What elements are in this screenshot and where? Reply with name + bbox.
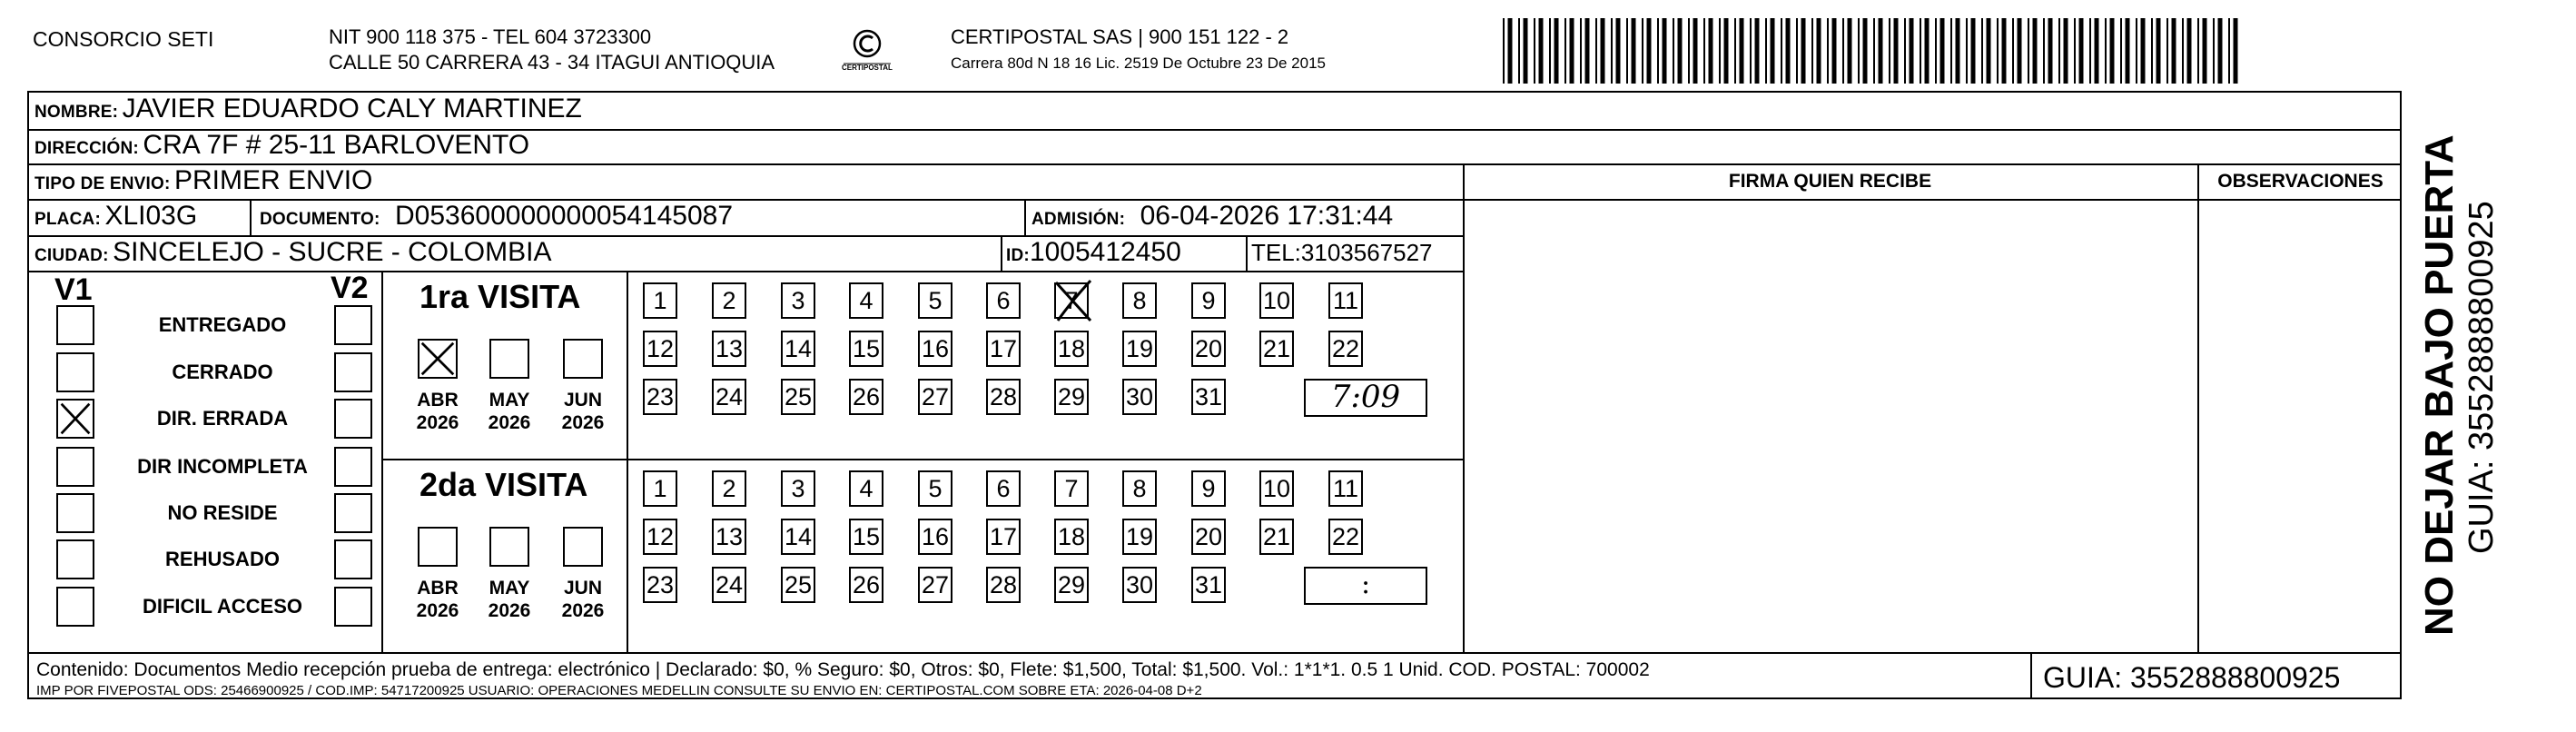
barcode-bar: [1935, 18, 1937, 84]
barcode: [1503, 18, 2238, 84]
barcode-bar: [1910, 18, 1914, 84]
day-box[interactable]: 1: [643, 470, 677, 507]
barcode-bar: [1673, 18, 1674, 84]
tipo-label: TIPO DE ENVIO:: [35, 174, 171, 193]
barcode-bar: [1503, 18, 1505, 84]
barcode-bar: [1518, 18, 1520, 84]
barcode-bar: [2218, 18, 2223, 84]
footer-content-line: Contenido: Documentos Medio recepción prueba de entrega: electrónico | Declarado: $0, % Seguro: $0, Otros: $0, Flete: $1,500, Total: $1,500. Vol.: 1*1*1. 0.5 1 Unid. COD. POSTAL: 700002: [36, 659, 1650, 680]
barcode-bar: [1956, 18, 1960, 84]
status-label: NO RESIDE: [167, 501, 278, 524]
barcode-bar: [1894, 18, 1899, 84]
day-box[interactable]: 20: [1191, 519, 1226, 555]
v2-label: V2: [331, 271, 369, 305]
barcode-bar: [1688, 18, 1690, 84]
barcode-bar: [1940, 18, 1945, 84]
ciudad-row: [35, 237, 552, 268]
documento-label: DOCUMENTO:: [260, 210, 380, 229]
documento-value: D053600000000054145087: [395, 201, 734, 231]
barcode-bar: [1734, 18, 1736, 84]
tipo-value: PRIMER ENVIO: [174, 165, 373, 195]
footer-imp-line: IMP POR FIVEPOSTAL ODS: 25466900925 / COD.IMP: 54717200925 USUARIO: OPERACIONES MEDELLIN CONSULTE SU ENVIO EN: CERTIPOSTAL.COM SOBRE ETA: 2026-04-08 D+2: [36, 683, 1202, 698]
barcode-bar: [1786, 18, 1791, 84]
barcode-bar: [2234, 18, 2238, 84]
barcode-bar: [2182, 18, 2184, 84]
placa-row: [35, 201, 197, 232]
side-guia-text: GUIA: 3552888800925: [2462, 201, 2501, 554]
day-box[interactable]: 31: [1191, 379, 1226, 415]
barcode-bar: [2079, 18, 2084, 84]
barcode-bar: [1508, 18, 1513, 84]
nit-line: NIT 900 118 375 - TEL 604 3723300: [329, 25, 652, 48]
barcode-bar: [1585, 18, 1590, 84]
barcode-bar: [2166, 18, 2168, 84]
month-name: ABR: [417, 578, 459, 598]
direccion-label: DIRECCIÓN:: [35, 139, 139, 158]
barcode-bar: [1796, 18, 1798, 84]
month-label: [406, 389, 469, 434]
day-box[interactable]: 20: [1191, 331, 1226, 367]
barcode-bar: [2033, 18, 2038, 84]
v1-checkbox[interactable]: [56, 399, 94, 439]
v1-checkbox[interactable]: [56, 447, 94, 487]
barcode-bar: [1611, 18, 1613, 84]
barcode-bar: [2110, 18, 2115, 84]
barcode-bar: [1750, 18, 1752, 84]
day-box[interactable]: 29: [1054, 567, 1089, 603]
barcode-bar: [1570, 18, 1574, 84]
barcode-bar: [1997, 18, 1999, 84]
barcode-bar: [1554, 18, 1559, 84]
barcode-bar: [1966, 18, 1968, 84]
time-box[interactable]: 7:09: [1304, 379, 1427, 417]
nombre-row: [35, 94, 582, 124]
month-checkbox[interactable]: [563, 527, 603, 567]
barcode-bar: [1987, 18, 1991, 84]
month-name: MAY: [489, 390, 530, 411]
barcode-bar: [1626, 18, 1628, 84]
barcode-bar: [1703, 18, 1705, 84]
barcode-bar: [1539, 18, 1544, 84]
day-box[interactable]: 2: [712, 470, 746, 507]
day-box[interactable]: 30: [1122, 379, 1157, 415]
day-box[interactable]: 13: [712, 519, 746, 555]
barcode-bar: [1920, 18, 1921, 84]
barcode-bar: [1580, 18, 1582, 84]
company-name: CONSORCIO SETI: [33, 27, 214, 51]
barcode-bar: [2197, 18, 2199, 84]
barcode-bar: [1632, 18, 1636, 84]
day-box[interactable]: 12: [643, 519, 677, 555]
barcode-bar: [1904, 18, 1906, 84]
month-year: 2026: [561, 412, 605, 433]
day-box[interactable]: 16: [918, 519, 952, 555]
month-label: [478, 389, 541, 434]
barcode-bar: [2095, 18, 2099, 84]
barcode-bar: [1781, 18, 1782, 84]
barcode-bar: [1755, 18, 1760, 84]
barcode-bar: [2105, 18, 2107, 84]
barcode-bar: [2141, 18, 2146, 84]
day-box[interactable]: 23: [643, 567, 677, 603]
barcode-bar: [1950, 18, 1952, 84]
day-box[interactable]: 8: [1122, 470, 1157, 507]
barcode-bar: [1765, 18, 1767, 84]
barcode-bar: [1873, 18, 1875, 84]
license-line: Carrera 80d N 18 16 Lic. 2519 De Octubre 23 De 2015: [951, 54, 1326, 72]
barcode-bar: [2064, 18, 2068, 84]
barcode-bar: [1879, 18, 1883, 84]
certipostal-line: CERTIPOSTAL SAS | 900 151 122 - 2: [951, 25, 1289, 48]
day-box[interactable]: 19: [1122, 331, 1157, 367]
v2-checkbox[interactable]: [334, 399, 372, 439]
day-box[interactable]: 14: [781, 519, 815, 555]
month-name: MAY: [489, 578, 530, 598]
barcode-bar: [1642, 18, 1643, 84]
barcode-bar: [1863, 18, 1868, 84]
month-year: 2026: [416, 412, 459, 433]
barcode-bar: [1549, 18, 1551, 84]
barcode-bar: [1595, 18, 1597, 84]
logo-text: CERTIPOSTAL: [842, 64, 893, 72]
day-box[interactable]: 19: [1122, 519, 1157, 555]
id-label: ID:: [1006, 246, 1030, 265]
v1-checkbox[interactable]: [56, 587, 94, 627]
day-box[interactable]: 22: [1328, 331, 1363, 367]
month-year: 2026: [488, 600, 531, 621]
barcode-bar: [1801, 18, 1806, 84]
month-year: 2026: [416, 600, 459, 621]
barcode-bar: [1981, 18, 1983, 84]
day-box[interactable]: 12: [643, 331, 677, 367]
day-box[interactable]: 26: [849, 567, 883, 603]
certipostal-logo: [840, 24, 894, 78]
day-box[interactable]: 31: [1191, 567, 1226, 603]
barcode-bar: [2089, 18, 2091, 84]
v1-checkbox[interactable]: [56, 305, 94, 345]
v1-checkbox[interactable]: [56, 493, 94, 533]
barcode-bar: [2203, 18, 2207, 84]
v1-label: V1: [54, 272, 93, 307]
barcode-bar: [2018, 18, 2022, 84]
barcode-bar: [2172, 18, 2176, 84]
month-name: ABR: [417, 390, 459, 411]
admision-value: 06-04-2026 17:31:44: [1140, 201, 1394, 231]
barcode-bar: [1848, 18, 1852, 84]
direccion-row: [35, 130, 529, 161]
day-box[interactable]: 11: [1328, 282, 1363, 319]
day-box[interactable]: 28: [986, 379, 1021, 415]
barcode-bar: [1832, 18, 1837, 84]
day-box[interactable]: 15: [849, 331, 883, 367]
month-checkbox[interactable]: [489, 527, 529, 567]
barcode-bar: [1842, 18, 1844, 84]
day-box[interactable]: 4: [849, 470, 883, 507]
time-box[interactable]: :: [1304, 567, 1427, 605]
month-name: JUN: [563, 390, 602, 411]
barcode-bar: [1811, 18, 1813, 84]
barcode-bar: [1771, 18, 1775, 84]
day-box[interactable]: 1: [643, 282, 677, 319]
day-box[interactable]: 10: [1259, 282, 1294, 319]
barcode-bar: [1693, 18, 1698, 84]
month-year: 2026: [561, 600, 605, 621]
day-box[interactable]: 2: [712, 282, 746, 319]
barcode-bar: [2028, 18, 2029, 84]
day-box[interactable]: 29: [1054, 379, 1089, 415]
month-checkbox[interactable]: [489, 339, 529, 379]
tel-row: [1251, 239, 1433, 267]
barcode-bar: [1524, 18, 1528, 84]
status-label: DIFICIL ACCESO: [142, 595, 302, 618]
ciudad-value: SINCELEJO - SUCRE - COLOMBIA: [113, 237, 552, 267]
barcode-bar: [1724, 18, 1729, 84]
day-box[interactable]: 27: [918, 567, 952, 603]
barcode-bar: [2228, 18, 2230, 84]
day-box[interactable]: 25: [781, 567, 815, 603]
barcode-bar: [2151, 18, 2153, 84]
day-box[interactable]: 4: [849, 282, 883, 319]
visit-title: 2da VISITA: [419, 466, 588, 503]
barcode-bar: [1534, 18, 1535, 84]
barcode-bar: [2043, 18, 2045, 84]
v2-checkbox[interactable]: [334, 352, 372, 392]
barcode-bar: [1971, 18, 1976, 84]
day-box[interactable]: 5: [918, 282, 952, 319]
day-box[interactable]: 6: [986, 470, 1021, 507]
barcode-bar: [1709, 18, 1713, 84]
barcode-bar: [1647, 18, 1652, 84]
day-box[interactable]: 17: [986, 519, 1021, 555]
day-box[interactable]: 28: [986, 567, 1021, 603]
tipo-row: [35, 165, 372, 196]
admision-row: [1031, 201, 1393, 232]
barcode-bar: [1817, 18, 1821, 84]
day-box[interactable]: 13: [712, 331, 746, 367]
direccion-value: CRA 7F # 25-11 BARLOVENTO: [143, 130, 530, 160]
month-checkbox[interactable]: [418, 527, 458, 567]
status-label: ENTREGADO: [158, 313, 287, 336]
month-name: JUN: [563, 578, 602, 598]
placa-value: XLI03G: [104, 201, 198, 231]
v2-checkbox[interactable]: [334, 493, 372, 533]
visit-title: 1ra VISITA: [419, 278, 581, 315]
day-box[interactable]: 9: [1191, 470, 1226, 507]
barcode-bar: [2058, 18, 2060, 84]
barcode-bar: [1663, 18, 1667, 84]
status-label: REHUSADO: [165, 548, 280, 570]
month-label: [551, 577, 615, 622]
day-box[interactable]: 3: [781, 470, 815, 507]
day-box[interactable]: 3: [781, 282, 815, 319]
v1-checkbox[interactable]: [56, 539, 94, 579]
day-box[interactable]: 8: [1122, 282, 1157, 319]
barcode-bar: [2187, 18, 2192, 84]
day-box[interactable]: 5: [918, 470, 952, 507]
barcode-bar: [1719, 18, 1721, 84]
day-box[interactable]: 24: [712, 567, 746, 603]
admision-label: ADMISIÓN:: [1031, 210, 1126, 229]
month-label: [478, 577, 541, 622]
barcode-bar: [2213, 18, 2215, 84]
id-row: [1006, 237, 1181, 268]
barcode-bar: [1740, 18, 1744, 84]
barcode-bar: [1827, 18, 1829, 84]
day-box[interactable]: 14: [781, 331, 815, 367]
barcode-bar: [1564, 18, 1566, 84]
day-box[interactable]: 30: [1122, 567, 1157, 603]
nombre-label: NOMBRE:: [35, 103, 119, 122]
barcode-bar: [2048, 18, 2053, 84]
barcode-bar: [1601, 18, 1605, 84]
ciudad-label: CIUDAD:: [35, 246, 109, 265]
v2-checkbox[interactable]: [334, 587, 372, 627]
tel-value: 3103567527: [1300, 239, 1433, 266]
barcode-bar: [2136, 18, 2137, 84]
day-box[interactable]: 16: [918, 331, 952, 367]
barcode-bar: [2002, 18, 2007, 84]
day-box[interactable]: 11: [1328, 470, 1363, 507]
address-line: CALLE 50 CARRERA 43 - 34 ITAGUI ANTIOQUIA: [329, 51, 775, 74]
status-label: CERRADO: [172, 361, 273, 383]
day-box[interactable]: 21: [1259, 519, 1294, 555]
day-box[interactable]: 27: [918, 379, 952, 415]
day-box[interactable]: 25: [781, 379, 815, 415]
signature-area[interactable]: [1466, 202, 2196, 650]
day-box[interactable]: 21: [1259, 331, 1294, 367]
footer-guia: GUIA: 3552888800925: [2043, 661, 2341, 694]
barcode-bar: [2012, 18, 2014, 84]
month-checkbox[interactable]: [418, 339, 458, 379]
tel-label: TEL:: [1251, 239, 1301, 266]
barcode-bar: [1657, 18, 1659, 84]
barcode-bar: [1678, 18, 1683, 84]
barcode-bar: [1889, 18, 1890, 84]
observations-area[interactable]: [2200, 202, 2400, 650]
v1-checkbox[interactable]: [56, 352, 94, 392]
firma-header: FIRMA QUIEN RECIBE: [1728, 171, 1932, 192]
day-box[interactable]: 9: [1191, 282, 1226, 319]
month-checkbox[interactable]: [563, 339, 603, 379]
day-box[interactable]: 18: [1054, 331, 1089, 367]
barcode-bar: [1858, 18, 1860, 84]
documento-row: [260, 201, 733, 232]
day-box[interactable]: 10: [1259, 470, 1294, 507]
barcode-bar: [2126, 18, 2130, 84]
day-box[interactable]: 24: [712, 379, 746, 415]
day-box[interactable]: 7: [1054, 470, 1089, 507]
no-dejar-text: NO DEJAR BAJO PUERTA: [2417, 134, 2462, 636]
day-box[interactable]: 15: [849, 519, 883, 555]
day-box[interactable]: 7: [1054, 282, 1089, 319]
v2-checkbox[interactable]: [334, 305, 372, 345]
barcode-bar: [2157, 18, 2161, 84]
observaciones-header: OBSERVACIONES: [2217, 171, 2384, 192]
barcode-bar: [1925, 18, 1930, 84]
id-value: 1005412450: [1029, 237, 1181, 267]
month-label: [406, 577, 469, 622]
day-box[interactable]: 23: [643, 379, 677, 415]
day-box[interactable]: 18: [1054, 519, 1089, 555]
barcode-bar: [2074, 18, 2076, 84]
v2-checkbox[interactable]: [334, 447, 372, 487]
barcode-bar: [1616, 18, 1621, 84]
day-box[interactable]: 17: [986, 331, 1021, 367]
day-box[interactable]: 22: [1328, 519, 1363, 555]
day-box[interactable]: 26: [849, 379, 883, 415]
day-box[interactable]: 6: [986, 282, 1021, 319]
v2-checkbox[interactable]: [334, 539, 372, 579]
status-label: DIR. ERRADA: [156, 407, 289, 430]
placa-label: PLACA:: [35, 210, 101, 229]
month-label: [551, 389, 615, 434]
status-label: DIR INCOMPLETA: [137, 455, 308, 478]
barcode-bar: [2120, 18, 2122, 84]
month-year: 2026: [488, 412, 531, 433]
nombre-value: JAVIER EDUARDO CALY MARTINEZ: [122, 94, 582, 124]
